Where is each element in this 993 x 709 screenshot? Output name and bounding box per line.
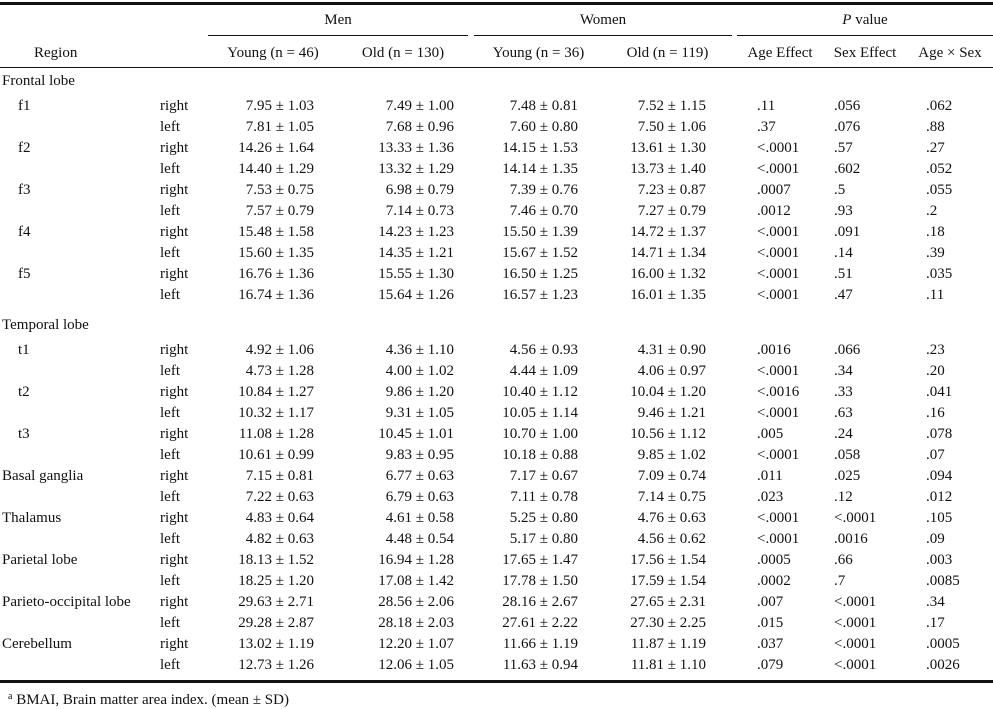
cell-age-effect: <.0001 xyxy=(757,245,800,261)
cell-women-young: 17.65 ± 1.47 xyxy=(502,552,578,568)
row-side-label: right xyxy=(160,468,189,484)
p-italic: P xyxy=(842,12,852,28)
cell-age-effect: <.0001 xyxy=(757,447,800,463)
cell-age-effect: .0002 xyxy=(757,573,791,589)
row-side-label: right xyxy=(160,384,189,400)
cell-age-effect: .079 xyxy=(757,657,784,673)
row-side-label: right xyxy=(160,98,189,114)
cell-age-x-sex: .105 xyxy=(926,510,953,526)
cell-men-old: 7.49 ± 1.00 xyxy=(385,98,454,114)
row-side-label: right xyxy=(160,224,189,240)
cell-age-effect: .007 xyxy=(757,594,784,610)
cell-men-young: 11.08 ± 1.28 xyxy=(238,426,314,442)
cell-men-old: 17.08 ± 1.42 xyxy=(378,573,454,589)
cell-men-young: 10.84 ± 1.27 xyxy=(238,384,314,400)
women-header-underline xyxy=(474,35,732,36)
cell-age-effect: <.0001 xyxy=(757,224,800,240)
cell-women-old: 27.65 ± 2.31 xyxy=(630,594,706,610)
cell-age-x-sex: .2 xyxy=(926,203,938,219)
cell-men-young: 16.74 ± 1.36 xyxy=(238,287,314,303)
cell-women-old: 10.04 ± 1.20 xyxy=(630,384,706,400)
cell-women-old: 13.61 ± 1.30 xyxy=(630,140,706,156)
row-side-label: right xyxy=(160,594,189,610)
cell-men-young: 7.57 ± 0.79 xyxy=(245,203,314,219)
cell-age-effect: .011 xyxy=(757,468,783,484)
row-region-label: Parieto-occipital lobe xyxy=(2,594,131,610)
cell-age-x-sex: .035 xyxy=(926,266,953,282)
cell-sex-effect: .57 xyxy=(834,140,853,156)
cell-men-young: 7.15 ± 0.81 xyxy=(245,468,314,484)
cell-men-young: 29.63 ± 2.71 xyxy=(238,594,314,610)
cell-women-young: 17.78 ± 1.50 xyxy=(502,573,578,589)
cell-women-old: 7.14 ± 0.75 xyxy=(637,489,706,505)
cell-men-young: 14.40 ± 1.29 xyxy=(238,161,314,177)
cell-age-x-sex: .078 xyxy=(926,426,953,442)
cell-men-young: 7.22 ± 0.63 xyxy=(245,489,314,505)
cell-sex-effect: <.0001 xyxy=(834,510,877,526)
cell-women-young: 16.50 ± 1.25 xyxy=(502,266,578,282)
cell-women-young: 5.25 ± 0.80 xyxy=(509,510,578,526)
row-region-label: Parietal lobe xyxy=(2,552,78,568)
group-header-men: Men xyxy=(324,12,352,28)
cell-women-old: 13.73 ± 1.40 xyxy=(630,161,706,177)
cell-sex-effect: .24 xyxy=(834,426,853,442)
cell-men-young: 15.60 ± 1.35 xyxy=(238,245,314,261)
cell-sex-effect: .066 xyxy=(834,342,861,358)
row-region-label: Thalamus xyxy=(2,510,62,526)
cell-women-old: 9.46 ± 1.21 xyxy=(637,405,706,421)
footnote-marker: a xyxy=(8,691,13,702)
cell-sex-effect: .5 xyxy=(834,182,846,198)
row-side-label: right xyxy=(160,552,189,568)
cell-age-effect: <.0001 xyxy=(757,405,800,421)
cell-women-old: 4.56 ± 0.62 xyxy=(637,531,706,547)
cell-women-young: 27.61 ± 2.22 xyxy=(502,615,578,631)
cell-men-old: 14.23 ± 1.23 xyxy=(378,224,454,240)
cell-age-effect: .0012 xyxy=(757,203,791,219)
cell-men-young: 7.81 ± 1.05 xyxy=(245,119,314,135)
cell-men-old: 9.83 ± 0.95 xyxy=(385,447,454,463)
cell-age-effect: .11 xyxy=(757,98,776,114)
cell-women-young: 4.56 ± 0.93 xyxy=(509,342,578,358)
row-region-label: f4 xyxy=(18,224,31,240)
section-heading: Frontal lobe xyxy=(2,73,75,89)
cell-men-young: 10.61 ± 0.99 xyxy=(238,447,314,463)
cell-age-effect: .023 xyxy=(757,489,784,505)
row-side-label: right xyxy=(160,266,189,282)
cell-women-young: 4.44 ± 1.09 xyxy=(509,363,578,379)
cell-men-old: 9.31 ± 1.05 xyxy=(385,405,454,421)
cell-age-x-sex: .18 xyxy=(926,224,945,240)
cell-women-young: 11.63 ± 0.94 xyxy=(502,657,578,673)
row-side-label: left xyxy=(160,119,180,135)
cell-men-old: 6.98 ± 0.79 xyxy=(385,182,454,198)
column-header-men-young: Young (n = 46) xyxy=(227,45,319,61)
cell-women-old: 16.01 ± 1.35 xyxy=(630,287,706,303)
section-heading: Temporal lobe xyxy=(2,317,89,333)
cell-sex-effect: <.0001 xyxy=(834,594,877,610)
cell-sex-effect: .93 xyxy=(834,203,853,219)
cell-men-old: 28.56 ± 2.06 xyxy=(378,594,454,610)
cell-men-old: 7.68 ± 0.96 xyxy=(385,119,454,135)
cell-men-young: 7.95 ± 1.03 xyxy=(245,98,314,114)
cell-men-old: 28.18 ± 2.03 xyxy=(378,615,454,631)
row-region-label: Cerebellum xyxy=(2,636,72,652)
cell-men-young: 18.13 ± 1.52 xyxy=(238,552,314,568)
row-region-label: f1 xyxy=(18,98,31,114)
column-header-age-x-sex: Age × Sex xyxy=(918,45,982,61)
cell-age-x-sex: .041 xyxy=(926,384,953,400)
row-side-label: left xyxy=(160,615,180,631)
cell-men-young: 15.48 ± 1.58 xyxy=(238,224,314,240)
cell-age-x-sex: .0026 xyxy=(926,657,960,673)
cell-age-effect: .005 xyxy=(757,426,784,442)
row-side-label: left xyxy=(160,161,180,177)
cell-men-old: 12.06 ± 1.05 xyxy=(378,657,454,673)
cell-sex-effect: .091 xyxy=(834,224,861,240)
row-side-label: left xyxy=(160,573,180,589)
cell-men-old: 10.45 ± 1.01 xyxy=(378,426,454,442)
cell-age-x-sex: .055 xyxy=(926,182,953,198)
cell-women-young: 7.17 ± 0.67 xyxy=(509,468,578,484)
cell-women-old: 7.23 ± 0.87 xyxy=(637,182,706,198)
column-header-women-young: Young (n = 36) xyxy=(492,45,585,61)
cell-sex-effect: .0016 xyxy=(834,531,868,547)
cell-sex-effect: .058 xyxy=(834,447,861,463)
row-region-label: Basal ganglia xyxy=(2,468,84,484)
row-side-label: left xyxy=(160,203,180,219)
cell-men-old: 13.33 ± 1.36 xyxy=(378,140,454,156)
cell-women-old: 7.27 ± 0.79 xyxy=(637,203,706,219)
cell-age-x-sex: .07 xyxy=(926,447,945,463)
cell-men-young: 29.28 ± 2.87 xyxy=(238,615,314,631)
cell-age-x-sex: .09 xyxy=(926,531,945,547)
cell-age-effect: <.0016 xyxy=(757,384,800,400)
cell-women-old: 11.81 ± 1.10 xyxy=(630,657,706,673)
cell-women-old: 17.59 ± 1.54 xyxy=(630,573,706,589)
cell-women-young: 10.18 ± 0.88 xyxy=(502,447,578,463)
row-region-label: f2 xyxy=(18,140,31,156)
cell-age-effect: <.0001 xyxy=(757,531,800,547)
cell-men-old: 16.94 ± 1.28 xyxy=(378,552,454,568)
cell-age-x-sex: .11 xyxy=(926,287,945,303)
cell-age-x-sex: .0005 xyxy=(926,636,960,652)
cell-men-old: 13.32 ± 1.29 xyxy=(378,161,454,177)
cell-men-young: 4.83 ± 0.64 xyxy=(245,510,314,526)
row-side-label: right xyxy=(160,636,189,652)
cell-age-effect: <.0001 xyxy=(757,363,800,379)
cell-age-effect: .0005 xyxy=(757,552,791,568)
cell-women-old: 4.06 ± 0.97 xyxy=(637,363,706,379)
cell-men-young: 4.82 ± 0.63 xyxy=(245,531,314,547)
cell-women-young: 7.11 ± 0.78 xyxy=(510,489,578,505)
footnote-text: BMAI, Brain matter area index. (mean ± SD) xyxy=(12,692,289,708)
cell-age-x-sex: .003 xyxy=(926,552,953,568)
cell-men-old: 15.64 ± 1.26 xyxy=(378,287,454,303)
cell-men-old: 14.35 ± 1.21 xyxy=(378,245,454,261)
cell-age-x-sex: .17 xyxy=(926,615,945,631)
cell-women-young: 16.57 ± 1.23 xyxy=(502,287,578,303)
cell-men-old: 4.00 ± 1.02 xyxy=(385,363,454,379)
table-footnote xyxy=(8,688,289,709)
cell-sex-effect: .66 xyxy=(834,552,853,568)
cell-men-old: 4.36 ± 1.10 xyxy=(385,342,454,358)
cell-men-old: 4.48 ± 0.54 xyxy=(385,531,454,547)
column-header-men-old: Old (n = 130) xyxy=(361,45,445,61)
cell-age-effect: <.0001 xyxy=(757,140,800,156)
cell-age-x-sex: .34 xyxy=(926,594,945,610)
row-region-label: t1 xyxy=(18,342,30,358)
cell-women-old: 14.71 ± 1.34 xyxy=(630,245,706,261)
cell-women-old: 10.56 ± 1.12 xyxy=(630,426,706,442)
cell-women-young: 28.16 ± 2.67 xyxy=(502,594,578,610)
group-header-p-value xyxy=(737,11,993,29)
row-side-label: right xyxy=(160,342,189,358)
row-side-label: left xyxy=(160,447,180,463)
cell-sex-effect: .47 xyxy=(834,287,853,303)
cell-age-effect: .37 xyxy=(757,119,776,135)
cell-women-young: 15.67 ± 1.52 xyxy=(502,245,578,261)
header-bottom-rule xyxy=(0,67,993,68)
row-side-label: left xyxy=(160,287,180,303)
cell-sex-effect: .056 xyxy=(834,98,861,114)
cell-women-young: 11.66 ± 1.19 xyxy=(502,636,578,652)
cell-age-effect: <.0001 xyxy=(757,287,800,303)
cell-sex-effect: .7 xyxy=(834,573,846,589)
row-side-label: left xyxy=(160,531,180,547)
cell-women-young: 7.48 ± 0.81 xyxy=(509,98,578,114)
cell-sex-effect: <.0001 xyxy=(834,636,877,652)
cell-women-young: 10.05 ± 1.14 xyxy=(502,405,578,421)
cell-women-young: 7.46 ± 0.70 xyxy=(509,203,578,219)
row-side-label: right xyxy=(160,426,189,442)
row-side-label: right xyxy=(160,510,189,526)
cell-women-young: 7.39 ± 0.76 xyxy=(509,182,578,198)
cell-women-old: 7.50 ± 1.06 xyxy=(637,119,706,135)
cell-men-old: 9.86 ± 1.20 xyxy=(385,384,454,400)
cell-age-x-sex: .88 xyxy=(926,119,945,135)
cell-age-effect: .0007 xyxy=(757,182,791,198)
column-header-region: Region xyxy=(34,45,78,61)
cell-men-young: 16.76 ± 1.36 xyxy=(238,266,314,282)
group-header-women: Women xyxy=(579,12,627,28)
cell-sex-effect: <.0001 xyxy=(834,615,877,631)
cell-age-x-sex: .27 xyxy=(926,140,945,156)
cell-women-old: 4.76 ± 0.63 xyxy=(637,510,706,526)
cell-age-x-sex: .20 xyxy=(926,363,945,379)
row-side-label: left xyxy=(160,489,180,505)
cell-age-effect: .037 xyxy=(757,636,784,652)
row-side-label: right xyxy=(160,140,189,156)
p-header-underline xyxy=(737,35,993,36)
cell-age-effect: <.0001 xyxy=(757,510,800,526)
cell-women-old: 11.87 ± 1.19 xyxy=(630,636,706,652)
cell-women-old: 4.31 ± 0.90 xyxy=(637,342,706,358)
cell-women-old: 17.56 ± 1.54 xyxy=(630,552,706,568)
row-side-label: right xyxy=(160,182,189,198)
column-header-women-old: Old (n = 119) xyxy=(626,45,709,61)
cell-sex-effect: .025 xyxy=(834,468,861,484)
cell-age-x-sex: .16 xyxy=(926,405,945,421)
cell-sex-effect: .51 xyxy=(834,266,853,282)
cell-men-old: 12.20 ± 1.07 xyxy=(378,636,454,652)
cell-age-effect: .015 xyxy=(757,615,784,631)
cell-age-x-sex: .39 xyxy=(926,245,945,261)
column-header-sex-effect: Sex Effect xyxy=(833,45,897,61)
cell-men-young: 14.26 ± 1.64 xyxy=(238,140,314,156)
cell-men-young: 4.73 ± 1.28 xyxy=(245,363,314,379)
cell-women-old: 16.00 ± 1.32 xyxy=(630,266,706,282)
row-side-label: left xyxy=(160,405,180,421)
cell-men-young: 4.92 ± 1.06 xyxy=(245,342,314,358)
cell-women-old: 27.30 ± 2.25 xyxy=(630,615,706,631)
row-region-label: t3 xyxy=(18,426,30,442)
cell-sex-effect: .63 xyxy=(834,405,853,421)
row-region-label: f5 xyxy=(18,266,31,282)
cell-age-effect: <.0001 xyxy=(757,161,800,177)
cell-sex-effect: .076 xyxy=(834,119,861,135)
cell-age-x-sex: .094 xyxy=(926,468,953,484)
cell-men-young: 7.53 ± 0.75 xyxy=(245,182,314,198)
cell-men-young: 18.25 ± 1.20 xyxy=(238,573,314,589)
cell-age-x-sex: .23 xyxy=(926,342,945,358)
men-header-underline xyxy=(208,35,468,36)
cell-women-old: 9.85 ± 1.02 xyxy=(637,447,706,463)
cell-women-young: 7.60 ± 0.80 xyxy=(509,119,578,135)
cell-women-young: 14.14 ± 1.35 xyxy=(502,161,578,177)
cell-age-effect: <.0001 xyxy=(757,266,800,282)
cell-women-young: 10.40 ± 1.12 xyxy=(502,384,578,400)
row-region-label: t2 xyxy=(18,384,30,400)
cell-women-young: 5.17 ± 0.80 xyxy=(509,531,578,547)
column-header-age-effect: Age Effect xyxy=(747,45,813,61)
cell-women-young: 10.70 ± 1.00 xyxy=(502,426,578,442)
cell-men-old: 15.55 ± 1.30 xyxy=(378,266,454,282)
p-value-label: value xyxy=(851,12,888,28)
table-bottom-rule xyxy=(0,680,993,683)
cell-men-old: 6.77 ± 0.63 xyxy=(385,468,454,484)
row-side-label: left xyxy=(160,245,180,261)
cell-sex-effect: .34 xyxy=(834,363,853,379)
cell-men-old: 7.14 ± 0.73 xyxy=(385,203,454,219)
cell-sex-effect: .12 xyxy=(834,489,853,505)
cell-sex-effect: .33 xyxy=(834,384,853,400)
cell-women-young: 14.15 ± 1.53 xyxy=(502,140,578,156)
row-side-label: left xyxy=(160,363,180,379)
cell-age-x-sex: .0085 xyxy=(926,573,960,589)
cell-age-x-sex: .062 xyxy=(926,98,953,114)
table-top-rule xyxy=(0,2,993,5)
cell-men-young: 10.32 ± 1.17 xyxy=(238,405,314,421)
cell-sex-effect: .602 xyxy=(834,161,861,177)
cell-men-young: 13.02 ± 1.19 xyxy=(238,636,314,652)
row-side-label: left xyxy=(160,657,180,673)
cell-sex-effect: <.0001 xyxy=(834,657,877,673)
cell-women-old: 14.72 ± 1.37 xyxy=(630,224,706,240)
cell-men-old: 6.79 ± 0.63 xyxy=(385,489,454,505)
cell-men-old: 4.61 ± 0.58 xyxy=(385,510,454,526)
cell-men-young: 12.73 ± 1.26 xyxy=(238,657,314,673)
cell-age-x-sex: .012 xyxy=(926,489,953,505)
row-region-label: f3 xyxy=(18,182,31,198)
cell-age-effect: .0016 xyxy=(757,342,791,358)
cell-age-x-sex: .052 xyxy=(926,161,953,177)
cell-women-old: 7.09 ± 0.74 xyxy=(637,468,706,484)
cell-women-old: 7.52 ± 1.15 xyxy=(637,98,706,114)
cell-women-young: 15.50 ± 1.39 xyxy=(502,224,578,240)
cell-sex-effect: .14 xyxy=(834,245,853,261)
